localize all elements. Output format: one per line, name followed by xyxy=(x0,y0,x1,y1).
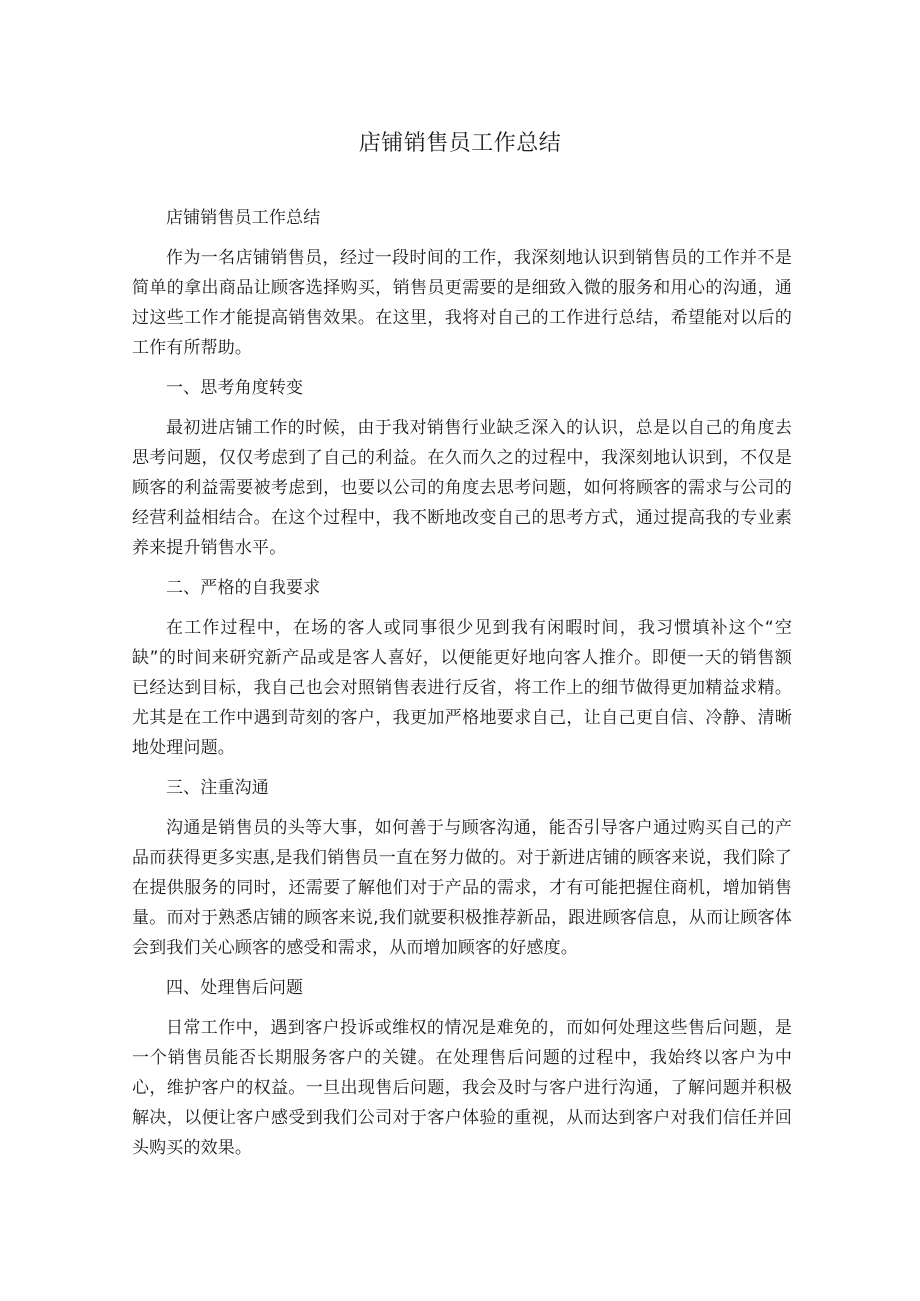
section-heading-4: 四、处理售后问题 xyxy=(166,978,304,998)
document-title: 店铺销售员工作总结 xyxy=(358,131,562,156)
section-paragraph-1: 最初进店铺工作的时候，由于我对销售行业缺乏深入的认识，总是以自己的角度去思考问题，仅仅考虑到了自己的利益。在久而久之的过程中，我深刻地认识到，不仅是顾客的利益需要被考虑到，也要以公司的角度去思考问题，如何将顾客的需求与公司的经营利益相结合。在这个过程中，我不断地改变自己的思考方式，通过提高我的专业素养来提升销售水平。 xyxy=(132,418,792,558)
intro-paragraph: 作为一名店铺销售员，经过一段时间的工作，我深刻地认识到销售员的工作并不是简单的拿出商品让顾客选择购买，销售员更需要的是细致入微的服务和用心的沟通，通过这些工作才能提高销售效果。在这里，我将对自己的工作进行总结，希望能对以后的工作有所帮助。 xyxy=(132,248,792,358)
section-heading-1: 一、思考角度转变 xyxy=(166,378,304,398)
section-heading-3: 三、注重沟通 xyxy=(166,778,269,798)
document-body xyxy=(132,203,792,1163)
document-subtitle: 店铺销售员工作总结 xyxy=(166,208,321,228)
section-paragraph-2: 在工作过程中，在场的客人或同事很少见到我有闲暇时间，我习惯填补这个“空缺”的时间来研究新产品或是客人喜好，以便能更好地向客人推介。即便一天的销售额已经达到目标，我自己也会对照销售表进行反省，将工作上的细节做得更加精益求精。尤其是在工作中遇到苛刻的客户，我更加严格地要求自己，让自己更自信、冷静、清晰地处理问题。 xyxy=(132,618,792,758)
section-heading-2: 二、严格的自我要求 xyxy=(166,578,321,598)
section-paragraph-4: 日常工作中，遇到客户投诉或维权的情况是难免的，而如何处理这些售后问题，是一个销售员能否长期服务客户的关键。在处理售后问题的过程中，我始终以客户为中心，维护客户的权益。一旦出现售后问题，我会及时与客户进行沟通，了解问题并积极解决，以便让客户感受到我们公司对于客户体验的重视，从而达到客户对我们信任并回头购买的效果。 xyxy=(132,1018,792,1158)
section-paragraph-3: 沟通是销售员的头等大事，如何善于与顾客沟通，能否引导客户通过购买自己的产品而获得更多实惠,是我们销售员一直在努力做的。对于新进店铺的顾客来说，我们除了在提供服务的同时，还需要了解他们对于产品的需求，才有可能把握住商机，增加销售量。而对于熟悉店铺的顾客来说,我们就要积极推荐新品，跟进顾客信息，从而让顾客体会到我们关心顾客的感受和需求，从而增加顾客的好感度。 xyxy=(132,818,792,958)
